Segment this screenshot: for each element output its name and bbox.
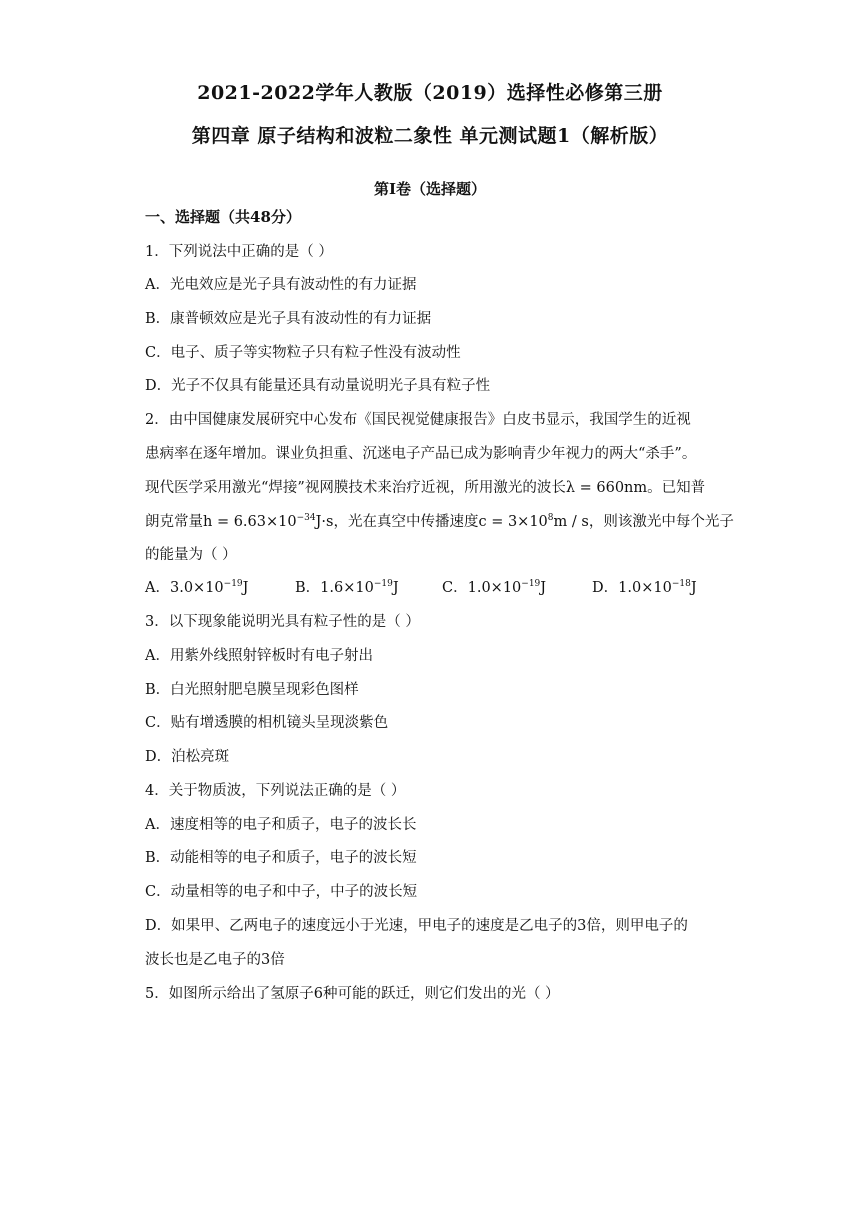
q2-line4-text-b: ，光在真空中传播速度 bbox=[333, 514, 479, 530]
q2-planck-exp: −34 bbox=[296, 513, 316, 523]
q5-stem: 5．如图所示给出了氢原子6种可能的跃迁，则它们发出的光（ ） bbox=[145, 986, 560, 1002]
q2-option-c-unit: J bbox=[540, 580, 547, 596]
q2-option-a bbox=[145, 578, 248, 598]
document-title-line2: 第四章 原子结构和波粒二象性 单元测试题1（解析版） bbox=[191, 125, 669, 147]
q1-option-a: A．光电效应是光子具有波动性的有力证据 bbox=[145, 277, 417, 293]
q2-option-d-label: D． bbox=[592, 580, 619, 596]
q2-speed-base: c = 3×10 bbox=[478, 514, 548, 530]
q2-speed-unit: m / s bbox=[553, 514, 589, 530]
q4-option-c: C．动量相等的电子和中子，中子的波长短 bbox=[145, 884, 418, 900]
q2-light-speed-expr bbox=[478, 514, 588, 530]
q2-option-c-label: C． bbox=[442, 580, 468, 596]
q2-line3-text-b: 。已知普 bbox=[647, 480, 706, 496]
q4-option-d-line1: D．如果甲、乙两电子的速度远小于光速，甲电子的速度是乙电子的3倍，则甲电子的 bbox=[145, 918, 688, 934]
q2-option-c-base: 1.0×10 bbox=[467, 580, 522, 596]
q1-option-b: B．康普顿效应是光子具有波动性的有力证据 bbox=[145, 311, 432, 327]
q2-line4 bbox=[145, 512, 734, 532]
q2-wavelength-expr: λ = 660nm bbox=[565, 480, 648, 496]
q2-planck-base: h = 6.63×10 bbox=[203, 514, 297, 530]
q2-line4-text-a: 朗克常量 bbox=[145, 514, 203, 530]
q2-option-c-exp: −19 bbox=[521, 579, 541, 589]
q2-option-a-label: A． bbox=[145, 580, 170, 596]
q3-option-b: B．白光照射肥皂膜呈现彩色图样 bbox=[145, 682, 359, 698]
q3-option-c: C．贴有增透膜的相机镜头呈现淡紫色 bbox=[145, 715, 389, 731]
q2-option-d-exp: −18 bbox=[671, 579, 691, 589]
q2-option-d bbox=[592, 578, 697, 598]
q2-option-b bbox=[295, 578, 399, 598]
q2-option-a-unit: J bbox=[242, 580, 249, 596]
q2-line1: 2．由中国健康发展研究中心发布《国民视觉健康报告》白皮书显示，我国学生的近视 bbox=[145, 412, 691, 428]
q2-option-a-base: 3.0×10 bbox=[169, 580, 224, 596]
q2-line3-text-a: 现代医学采用激光“焊接”视网膜技术来治疗近视，所用激光的波长 bbox=[145, 480, 566, 496]
q4-stem: 4．关于物质波，下列说法正确的是（ ） bbox=[145, 783, 406, 799]
q4-option-d-line2: 波长也是乙电子的3倍 bbox=[145, 952, 285, 968]
q2-option-a-exp: −19 bbox=[223, 579, 243, 589]
q3-option-d: D．泊松亮斑 bbox=[145, 749, 230, 765]
q2-option-b-exp: −19 bbox=[373, 579, 393, 589]
q1-option-d: D．光子不仅具有能量还具有动量说明光子具有粒子性 bbox=[145, 378, 491, 394]
q2-line5: 的能量为（ ） bbox=[145, 547, 237, 563]
q2-line4-text-c: ，则该激光中每个光子 bbox=[588, 514, 734, 530]
q1-stem: 1．下列说法中正确的是（ ） bbox=[145, 244, 333, 260]
q3-stem: 3．以下现象能说明光具有粒子性的是（ ） bbox=[145, 614, 420, 630]
q2-line2: 患病率在逐年增加。课业负担重、沉迷电子产品已成为影响青少年视力的两大“杀手”。 bbox=[145, 446, 697, 462]
q2-option-b-unit: J bbox=[392, 580, 399, 596]
q4-option-a: A．速度相等的电子和质子，电子的波长长 bbox=[145, 817, 417, 833]
section-title: 第I卷（选择题） bbox=[373, 180, 487, 198]
q2-planck-unit: J·s bbox=[315, 514, 334, 530]
q4-option-b: B．动能相等的电子和质子，电子的波长短 bbox=[145, 850, 417, 866]
q2-line3 bbox=[145, 478, 705, 498]
q2-option-b-base: 1.6×10 bbox=[320, 580, 374, 596]
q3-option-a: A．用紫外线照射锌板时有电子射出 bbox=[145, 648, 373, 664]
q2-option-c bbox=[442, 578, 546, 598]
document-title-line1: 2021-2022学年人教版（2019）选择性必修第三册 bbox=[197, 82, 663, 104]
q1-option-c: C．电子、质子等实物粒子只有粒子性没有波动性 bbox=[145, 345, 461, 361]
q2-option-b-label: B． bbox=[295, 580, 321, 596]
q2-planck-expr bbox=[203, 514, 333, 530]
q2-option-d-unit: J bbox=[690, 580, 697, 596]
part-title: 一、选择题（共48分） bbox=[145, 208, 301, 226]
q2-option-d-base: 1.0×10 bbox=[618, 580, 672, 596]
q2-speed-exp: 8 bbox=[547, 513, 554, 523]
